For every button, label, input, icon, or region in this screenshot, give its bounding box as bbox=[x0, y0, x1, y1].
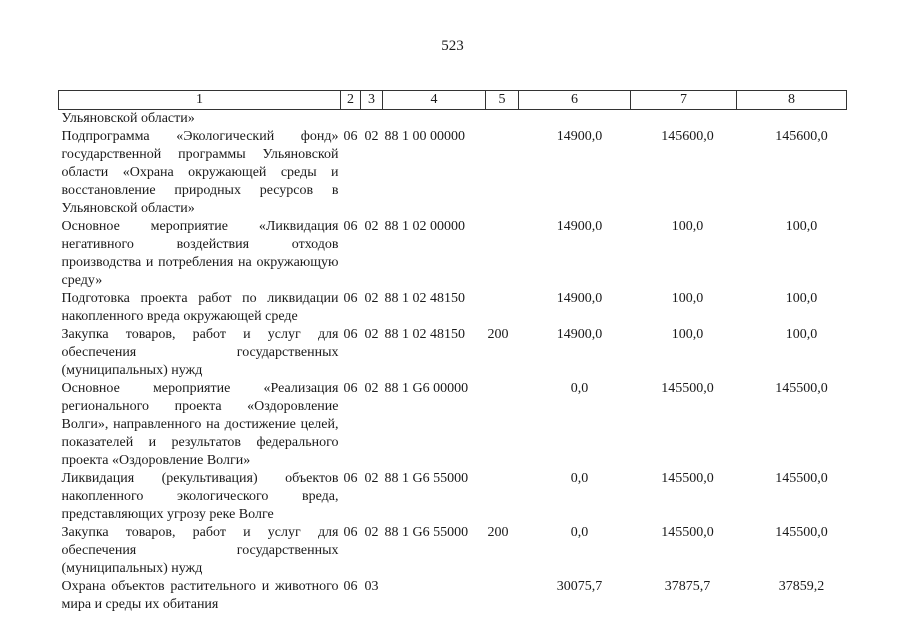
row-cs: 88 1 G6 55000 bbox=[384, 525, 469, 540]
row-pr: 02 bbox=[364, 129, 379, 144]
row-sum-7: 145600,0 bbox=[661, 129, 714, 144]
row-rz: 06 bbox=[343, 471, 358, 486]
row-sum-7: 145500,0 bbox=[661, 381, 714, 396]
row-sum-8: 145600,0 bbox=[775, 129, 828, 144]
row-sum-7: 100,0 bbox=[671, 219, 704, 234]
row-sum-6: 30075,7 bbox=[556, 579, 603, 594]
row-pr: 02 bbox=[364, 327, 379, 342]
header-col-8: 8 bbox=[737, 91, 847, 110]
header-row bbox=[59, 91, 847, 110]
table-row bbox=[59, 110, 847, 129]
row-name: Ликвидация (рекультивация) объектов накопленного экологического вреда, представляющих угрозу реке Волге bbox=[61, 471, 339, 522]
table-row bbox=[59, 218, 847, 290]
row-name: Основное мероприятие «Ликвидация негативного воздействия отходов производства и потребления на окружающую среду» bbox=[61, 219, 339, 288]
row-pr: 02 bbox=[364, 219, 379, 234]
row-vr bbox=[486, 380, 519, 470]
row-rz: 06 bbox=[343, 129, 358, 144]
row-vr bbox=[486, 470, 519, 524]
row-vr bbox=[486, 290, 519, 326]
row-pr: 02 bbox=[364, 381, 379, 396]
table-row bbox=[59, 326, 847, 380]
row-name: Основное мероприятие «Реализация регионального проекта «Оздоровление Волги», направленного на достижение целей, показателей и результатов федерального проекта «Оздоровление Волги» bbox=[61, 381, 339, 468]
row-name: Подпрограмма «Экологический фонд» государственной программы Ульяновской области «Охрана окружающей среды и восстановление природных ресурсов в Ульяновской области» bbox=[61, 129, 339, 216]
row-sum-7 bbox=[631, 110, 737, 129]
row-cs: 88 1 02 00000 bbox=[384, 219, 465, 234]
row-rz: 06 bbox=[343, 381, 358, 396]
row-name: Подготовка проекта работ по ликвидации накопленного вреда окружающей среде bbox=[61, 291, 339, 324]
budget-table bbox=[58, 90, 847, 614]
page-number: 523 bbox=[441, 38, 464, 54]
row-cs: 88 1 02 48150 bbox=[384, 291, 465, 306]
row-rz bbox=[341, 110, 361, 129]
row-pr bbox=[361, 110, 383, 129]
row-rz: 06 bbox=[343, 219, 358, 234]
row-name: Закупка товаров, работ и услуг для обеспечения государственных (муниципальных) нужд bbox=[61, 327, 339, 378]
table-row bbox=[59, 380, 847, 470]
row-sum-7: 37875,7 bbox=[664, 579, 711, 594]
row-sum-6: 14900,0 bbox=[556, 219, 603, 234]
table-row bbox=[59, 578, 847, 614]
header-col-3: 3 bbox=[361, 91, 383, 110]
row-sum-7: 100,0 bbox=[671, 327, 704, 342]
header-col-2: 2 bbox=[341, 91, 361, 110]
header-col-6: 6 bbox=[519, 91, 631, 110]
row-sum-6: 14900,0 bbox=[556, 291, 603, 306]
row-rz: 06 bbox=[343, 291, 358, 306]
row-sum-8 bbox=[737, 110, 847, 129]
row-sum-8: 100,0 bbox=[785, 291, 818, 306]
table-row bbox=[59, 290, 847, 326]
header-col-1: 1 bbox=[59, 91, 341, 110]
row-name: Ульяновской области» bbox=[61, 111, 195, 126]
row-sum-7: 145500,0 bbox=[661, 525, 714, 540]
row-vr bbox=[486, 218, 519, 290]
budget-table-wrapper bbox=[58, 90, 846, 614]
row-sum-7: 100,0 bbox=[671, 291, 704, 306]
row-name: Закупка товаров, работ и услуг для обеспечения государственных (муниципальных) нужд bbox=[61, 525, 339, 576]
table-body bbox=[59, 110, 847, 615]
table-header bbox=[59, 91, 847, 110]
row-rz: 06 bbox=[343, 525, 358, 540]
row-pr: 02 bbox=[364, 471, 379, 486]
row-sum-6 bbox=[519, 110, 631, 129]
row-sum-8: 37859,2 bbox=[778, 579, 825, 594]
row-cs bbox=[383, 578, 486, 614]
row-cs: 88 1 G6 00000 bbox=[384, 381, 469, 396]
row-vr bbox=[486, 110, 519, 129]
row-cs bbox=[383, 110, 486, 129]
table-row bbox=[59, 470, 847, 524]
row-cs: 88 1 00 00000 bbox=[384, 129, 465, 144]
row-rz: 06 bbox=[343, 327, 358, 342]
header-col-7: 7 bbox=[631, 91, 737, 110]
row-sum-6: 0,0 bbox=[570, 525, 589, 540]
row-sum-6: 14900,0 bbox=[556, 327, 603, 342]
table-row bbox=[59, 128, 847, 218]
row-cs: 88 1 02 48150 bbox=[384, 327, 465, 342]
row-sum-8: 145500,0 bbox=[775, 381, 828, 396]
row-sum-8: 100,0 bbox=[785, 219, 818, 234]
row-sum-8: 145500,0 bbox=[775, 471, 828, 486]
row-sum-8: 145500,0 bbox=[775, 525, 828, 540]
row-sum-8: 100,0 bbox=[785, 327, 818, 342]
row-cs: 88 1 G6 55000 bbox=[384, 471, 469, 486]
row-sum-6: 0,0 bbox=[570, 471, 589, 486]
row-name: Охрана объектов растительного и животного мира и среды их обитания bbox=[61, 579, 339, 612]
row-rz: 06 bbox=[343, 579, 358, 594]
row-pr: 02 bbox=[364, 291, 379, 306]
row-vr: 200 bbox=[487, 327, 509, 342]
row-sum-6: 0,0 bbox=[570, 381, 589, 396]
row-sum-6: 14900,0 bbox=[556, 129, 603, 144]
row-pr: 02 bbox=[364, 525, 379, 540]
row-pr: 03 bbox=[364, 579, 379, 594]
row-vr: 200 bbox=[487, 525, 509, 540]
table-row bbox=[59, 524, 847, 578]
row-vr bbox=[486, 128, 519, 218]
header-col-5: 5 bbox=[486, 91, 519, 110]
row-sum-7: 145500,0 bbox=[661, 471, 714, 486]
header-col-4: 4 bbox=[383, 91, 486, 110]
row-vr bbox=[486, 578, 519, 614]
